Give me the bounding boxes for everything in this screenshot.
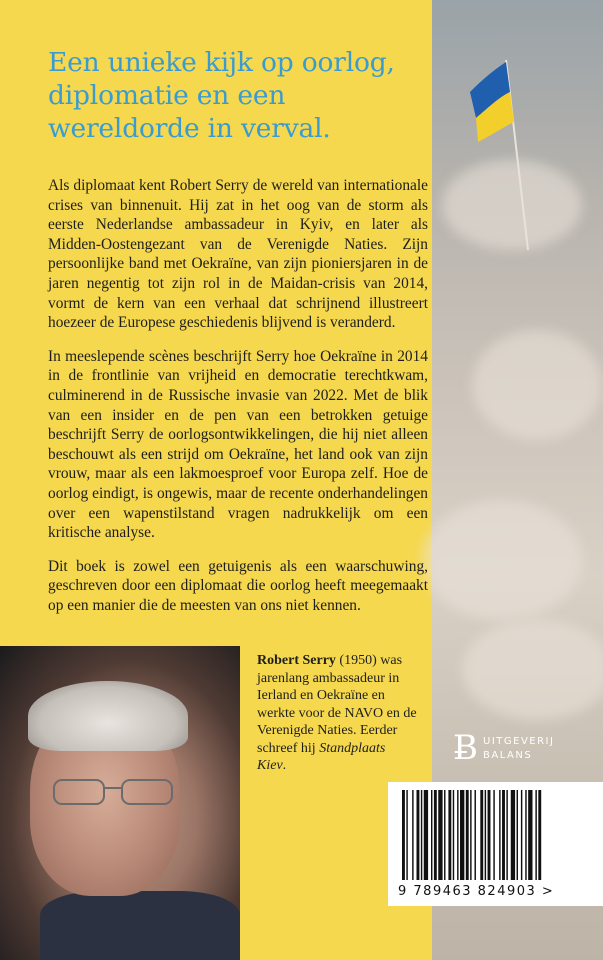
cloud <box>462 620 603 720</box>
barcode-bar <box>525 790 526 880</box>
blurb-paragraph-3: Dit boek is zowel een getuigenis als een waarschuwing, geschreven door een diplomaat die oorlog heeft meegemaakt op een manier die de meesten van ons niet kennen. <box>48 557 428 614</box>
barcode-bar <box>421 790 422 880</box>
author-bio-end: . <box>282 758 287 773</box>
barcode-bar <box>538 790 541 880</box>
publisher-logo <box>453 728 563 768</box>
barcode-bar <box>444 790 445 880</box>
barcode-bar <box>431 790 432 880</box>
barcode-bar <box>475 790 476 880</box>
author-hair <box>28 681 188 751</box>
barcode-bar <box>448 790 451 880</box>
glasses-icon <box>50 774 180 810</box>
isbn-number: 9 789463 824903 > <box>398 884 555 899</box>
cover-tagline: Een unieke kijk op oorlog, diplomatie en een wereldorde in verval. <box>48 47 395 144</box>
author-shirt <box>40 891 240 960</box>
barcode-bar <box>517 790 518 880</box>
barcode-bar <box>480 790 483 880</box>
barcode-bar <box>521 790 522 880</box>
barcode-bar <box>466 790 469 880</box>
barcode-bar <box>488 790 491 880</box>
blurb-paragraph-1: Als diplomaat kent Robert Serry de wereld van internationale crises van binnenuit. Hij zat in het oog van de storm als eerste Nederlandse ambassadeur in Kyiv, en later als Midden-Oostengezant van de Verenigde Naties. Zijn persoonlijke band met Oekraïne, van zijn pioniersjaren in de jaren negentig tot zijn rol in de Maidan-crisis van 2014, vormt de kern van een verhaal dat schrijnend illustreert hoezeer de Europese geschiedenis blijvend is veranderd. <box>48 177 428 332</box>
author-bio <box>257 652 417 775</box>
publisher-name-line2: BALANS <box>483 750 533 761</box>
cloud <box>472 330 602 440</box>
barcode-bar <box>438 790 442 880</box>
barcode-bar <box>528 790 532 880</box>
publisher-name-line1: UITGEVERIJ <box>483 736 555 747</box>
barcode-bar <box>511 790 515 880</box>
barcode-bar <box>457 790 458 880</box>
barcode-bar <box>453 790 454 880</box>
cloud <box>422 500 582 620</box>
blurb <box>48 176 428 629</box>
barcode-bar <box>502 790 505 880</box>
author-photo <box>0 646 240 960</box>
barcode-bar <box>493 790 494 880</box>
barcode-icon <box>402 790 590 882</box>
barcode-bar <box>460 790 464 880</box>
barcode-bar <box>535 790 536 880</box>
barcode-box <box>388 782 603 906</box>
author-birth-year: (1950) <box>339 653 377 668</box>
barcode-bar <box>402 790 405 880</box>
barcode-bar <box>485 790 486 880</box>
flag-icon <box>432 0 603 260</box>
barcode-bar <box>470 790 471 880</box>
barcode-bar <box>424 790 428 880</box>
author-book-title: Standplaats Kiev <box>257 740 386 773</box>
barcode-bar <box>506 790 507 880</box>
barcode-bar <box>499 790 500 880</box>
barcode-bar <box>412 790 413 880</box>
blurb-paragraph-2: In meeslepende scènes beschrijft Serry hoe Oekraïne in 2014 in de frontlinie van vrijheid en democratie terechtkwam, culminerend in de Russische invasie van 2022. Met de blik van een insider en de pen van een betrokken getuige beschrijft Serry de oorlogsontwikkelingen, die hij niet alleen beschouwt als een strijd om Oekraïne, het land ook van zijn vrouw, maar als een lakmoesproef voor Europa zelf. Hoe de oorlog eindigt, is ongewis, maar de recente onderhandelingen over een wapenstilstand vragen nadrukkelijk om een kritische analyse. <box>48 347 428 542</box>
barcode-bar <box>417 790 420 880</box>
publisher-mark-icon: Ƀ <box>453 728 478 768</box>
author-bio-text: was jarenlang ambassadeur in Ierland en Oekraïne en werkte voor de NAVO en de Verenigde Naties. Eerder schreef hij <box>257 653 417 756</box>
barcode-bar <box>406 790 407 880</box>
author-name: Robert Serry <box>257 653 336 668</box>
barcode-bar <box>434 790 437 880</box>
